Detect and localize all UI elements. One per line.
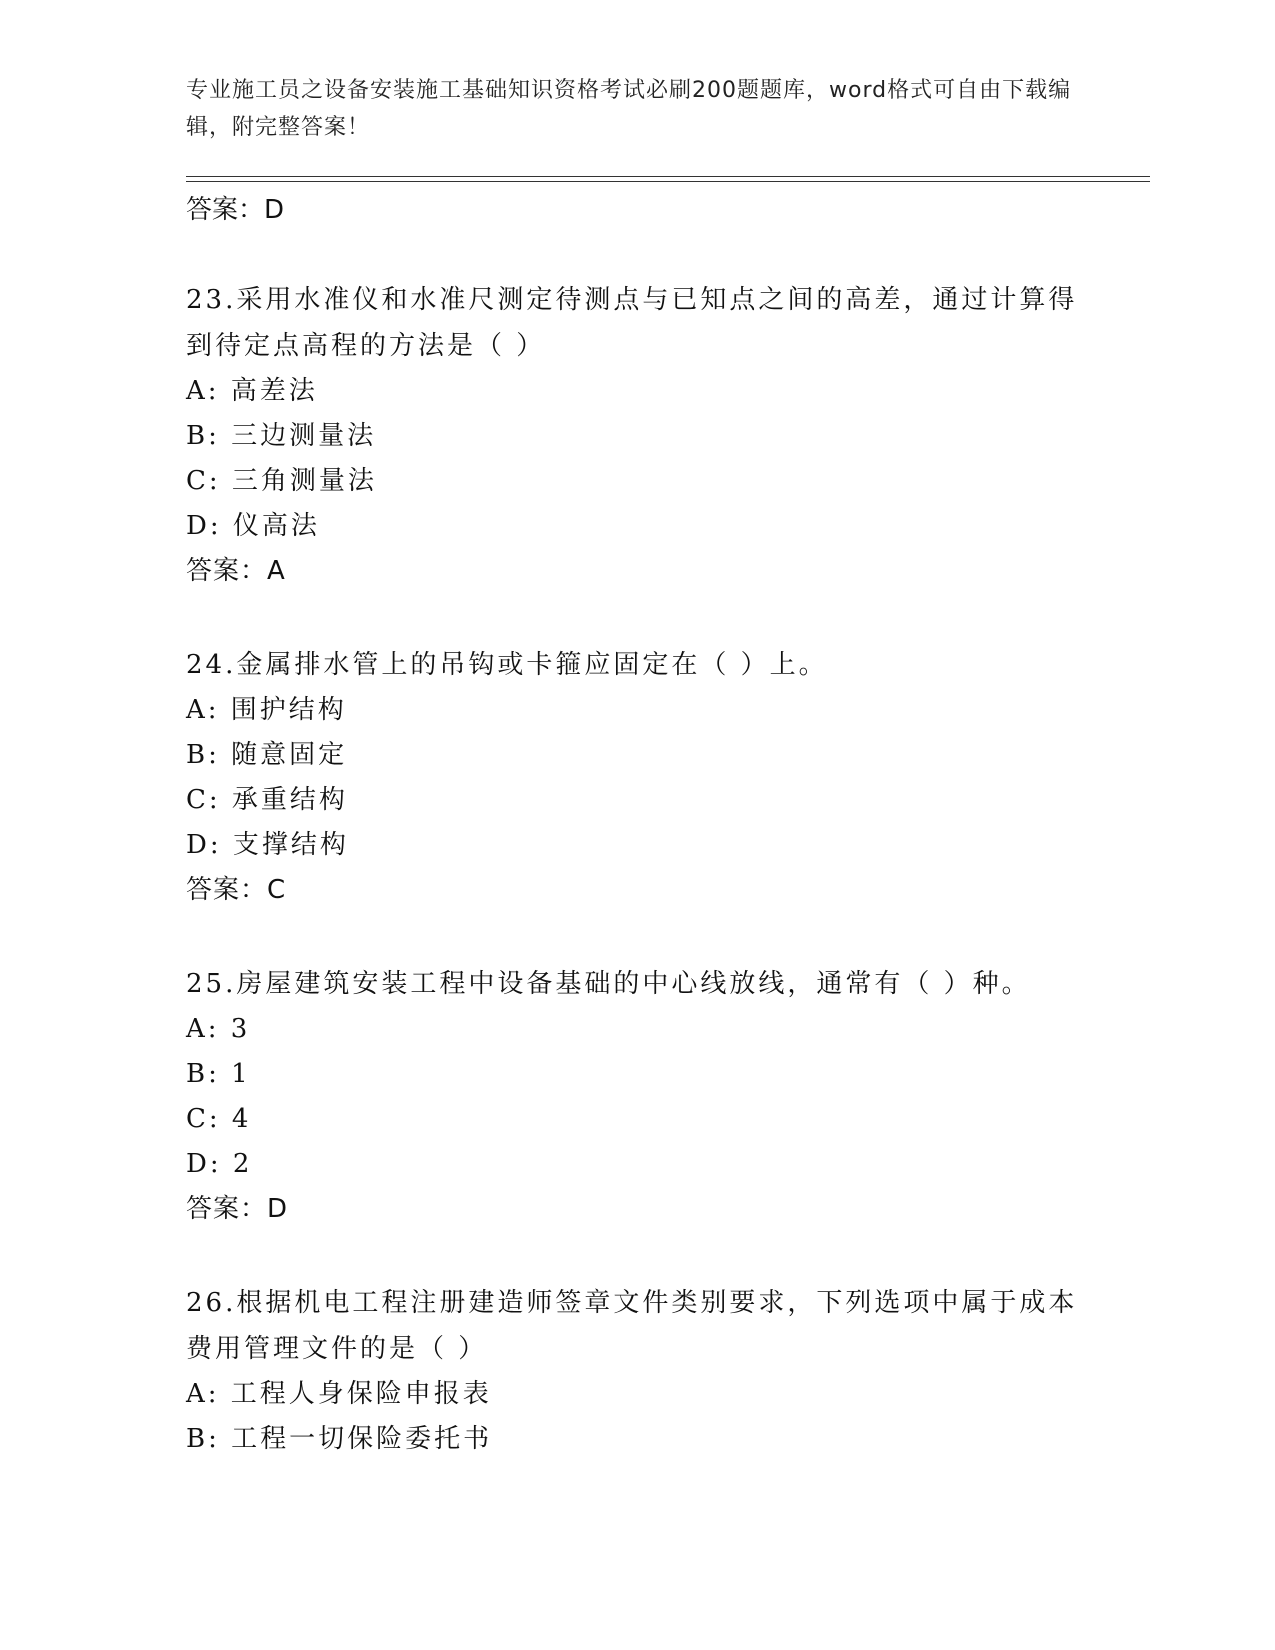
option-a: A: 工程人身保险申报表 — [186, 1379, 492, 1409]
question-stem: 24.金属排水管上的吊钩或卡箍应固定在（ ）上。 — [186, 650, 828, 680]
answer-line: 答案：C — [186, 875, 287, 905]
option-a: A: 高差法 — [186, 376, 318, 406]
question-item — [186, 1280, 1086, 1462]
document-header: 专业施工员之设备安装施工基础知识资格考试必刷200题题库，word格式可自由下载编辑，附完整答案！ — [186, 78, 1072, 140]
option-b: B: 1 — [186, 1059, 251, 1089]
answer-line: 答案：A — [186, 556, 286, 586]
answer-line: 答案：D — [186, 195, 285, 225]
option-c: C: 三角测量法 — [186, 466, 377, 496]
question-list — [186, 277, 1086, 1510]
question-stem: 26.根据机电工程注册建造师签章文件类别要求，下列选项中属于成本费用管理文件的是（ ） — [186, 1288, 1078, 1364]
question-stem: 25.房屋建筑安装工程中设备基础的中心线放线，通常有（ ）种。 — [186, 969, 1031, 999]
option-d: D: 仪高法 — [186, 511, 320, 541]
option-c: C: 4 — [186, 1104, 252, 1134]
answer-line: 答案：D — [186, 1194, 289, 1224]
option-b: B: 工程一切保险委托书 — [186, 1424, 493, 1454]
question-item — [186, 961, 1086, 1232]
header-divider — [186, 176, 1150, 182]
option-c: C: 承重结构 — [186, 785, 348, 815]
option-a: A: 3 — [186, 1014, 251, 1044]
option-b: B: 随意固定 — [186, 740, 348, 770]
question-item — [186, 277, 1086, 594]
option-d: D: 2 — [186, 1149, 253, 1179]
question-item — [186, 642, 1086, 913]
option-a: A: 围护结构 — [186, 695, 347, 725]
question-stem: 23.采用水准仪和水准尺测定待测点与已知点之间的高差，通过计算得到待定点高程的方法是（ ） — [186, 285, 1078, 361]
option-b: B: 三边测量法 — [186, 421, 377, 451]
option-d: D: 支撑结构 — [186, 830, 349, 860]
